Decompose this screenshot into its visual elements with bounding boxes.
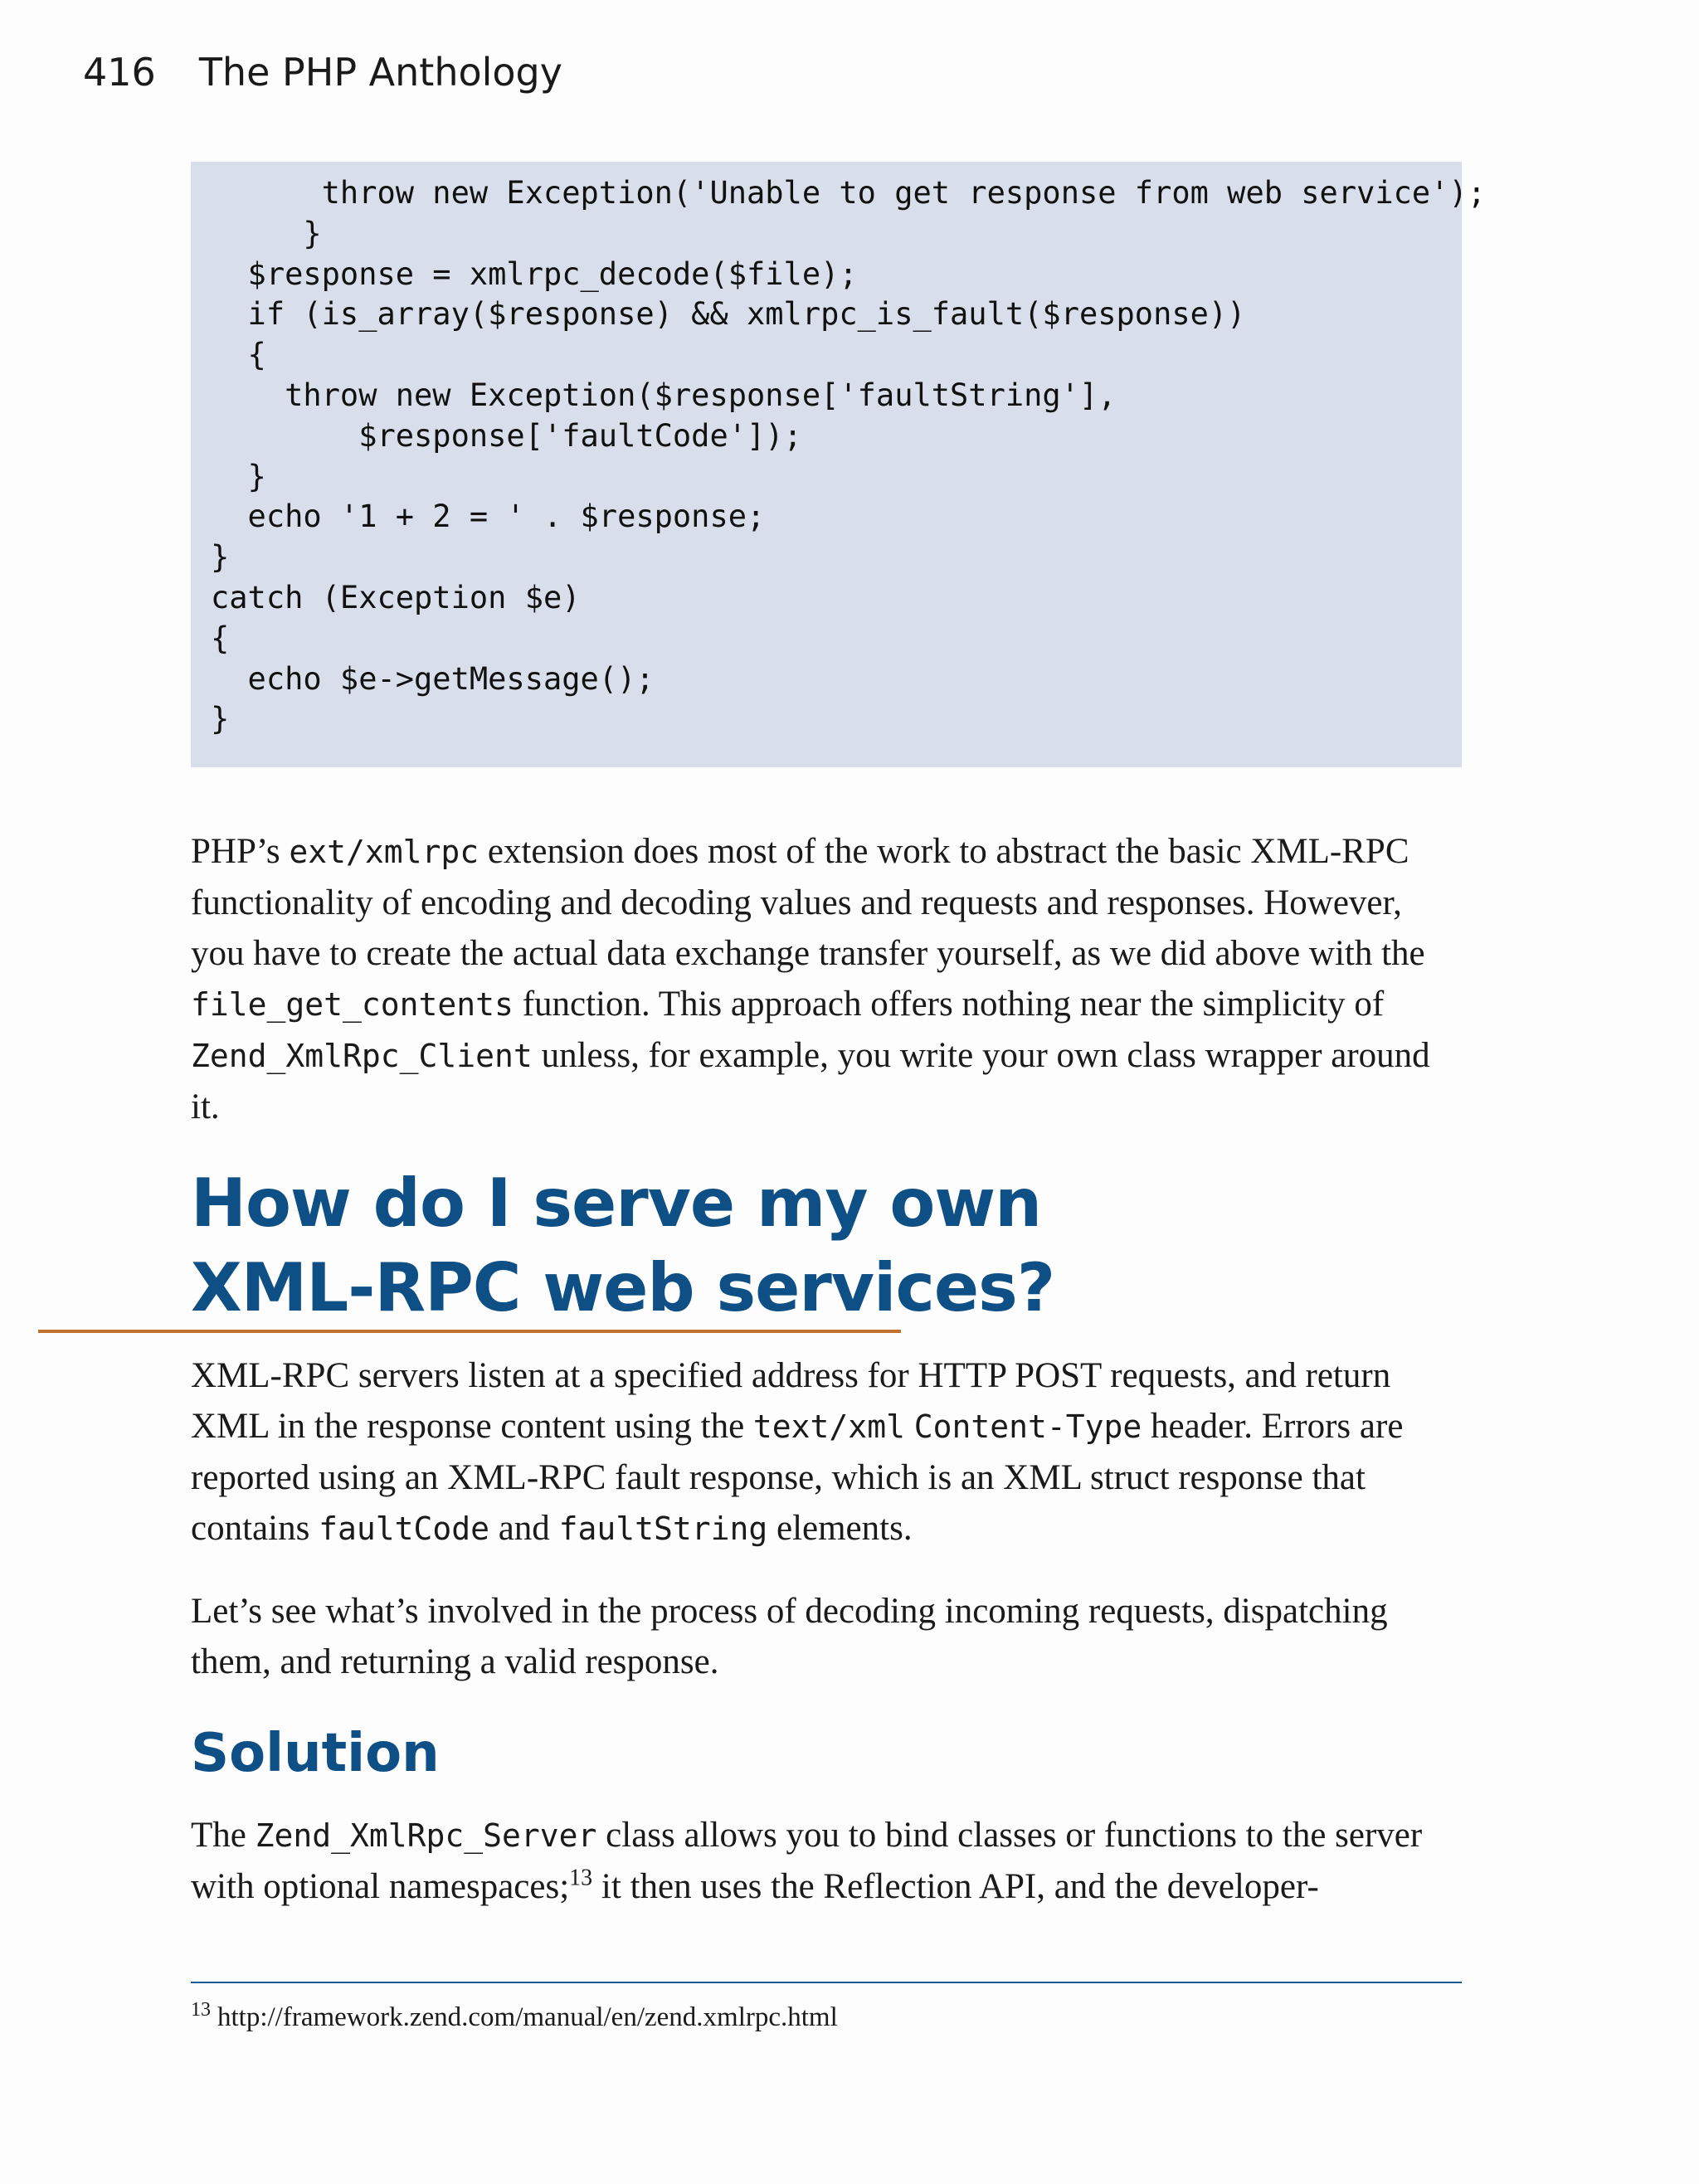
inline-code: ext/xmlrpc [289, 834, 480, 870]
code-line: throw new Exception($response['faultString'], [211, 377, 1117, 413]
heading-line: XML-RPC web services? [191, 1249, 1055, 1326]
code-line: if (is_array($response) && xmlrpc_is_fault($response)) [211, 296, 1246, 333]
code-line: throw new Exception('Unable to get response from web service'); [211, 175, 1487, 211]
footnote-url[interactable]: http://framework.zend.com/manual/en/zend.xmlrpc.html [217, 2002, 838, 2032]
heading-underline [38, 1330, 901, 1333]
footnote [191, 1999, 838, 2036]
footnote-ref[interactable]: 13 [569, 1865, 593, 1891]
running-header [83, 50, 562, 95]
book-title: The PHP Anthology [198, 50, 562, 95]
inline-code: faultString [558, 1510, 768, 1547]
footnote-divider [191, 1982, 1462, 1983]
code-line: $response = xmlrpc_decode($file); [211, 255, 858, 292]
text-run: unless, for example, you write your own class wrapper around it. [191, 1036, 1430, 1126]
text-run: The [191, 1816, 256, 1855]
inline-code: Content-Type [913, 1408, 1142, 1445]
inline-code: Zend_XmlRpc_Server [255, 1817, 597, 1854]
body-paragraph-solution [191, 1810, 1462, 1912]
text-run: class allows you to bind classes or functions to the server with optional namespaces; [191, 1816, 1423, 1906]
text-run: and [489, 1509, 559, 1548]
inline-code: Zend_XmlRpc_Client [191, 1038, 533, 1074]
code-line: echo $e->getMessage(); [211, 660, 655, 697]
code-line: } [211, 458, 266, 494]
inline-code: file_get_contents [191, 986, 514, 1023]
footnote-number: 13 [191, 1999, 211, 2021]
section-heading [191, 1161, 1054, 1330]
page-number: 416 [83, 50, 156, 95]
inline-code: faultCode [319, 1510, 489, 1547]
code-line: } [211, 215, 322, 251]
body-paragraph-xmlrpc-servers [191, 1350, 1462, 1554]
code-line: echo '1 + 2 = ' . $response; [211, 499, 766, 535]
text-run: it then uses the Reflection API, and the developer- [592, 1867, 1319, 1906]
code-line: } [211, 539, 230, 576]
code-line: $response['faultCode']); [211, 417, 802, 454]
text-run: header. Errors are reported using an XML-RPC fault response, which is an XML struct response that contains [191, 1407, 1404, 1548]
text-run: XML-RPC servers listen at a specified address for HTTP POST requests, and return XML in the response content using the [191, 1356, 1391, 1446]
text-run: elements. [767, 1509, 913, 1548]
text-run: PHP’s [191, 832, 290, 871]
heading-line: How do I serve my own [191, 1165, 1042, 1242]
text-run: extension does most of the work to abstract the basic XML-RPC functionality of encoding and decoding values and requests and responses. However, you have to create the actual data exchange transfer yourself, as we did above with the [191, 832, 1425, 973]
text-run [905, 1407, 914, 1446]
inline-code: text/xml [752, 1408, 905, 1445]
body-paragraph-xmlrpc-extension [191, 826, 1462, 1132]
code-listing [191, 162, 1487, 767]
code-line: catch (Exception $e) [211, 579, 581, 615]
code-line: { [211, 337, 266, 373]
text-run: function. This approach offers nothing near the simplicity of [513, 985, 1385, 1024]
solution-heading: Solution [191, 1723, 440, 1784]
code-line: { [211, 620, 230, 656]
code-line: } [211, 701, 230, 737]
body-paragraph-lets-see: Let’s see what’s involved in the process of decoding incoming requests, dispatching them, and returning a valid response. [191, 1592, 1388, 1681]
